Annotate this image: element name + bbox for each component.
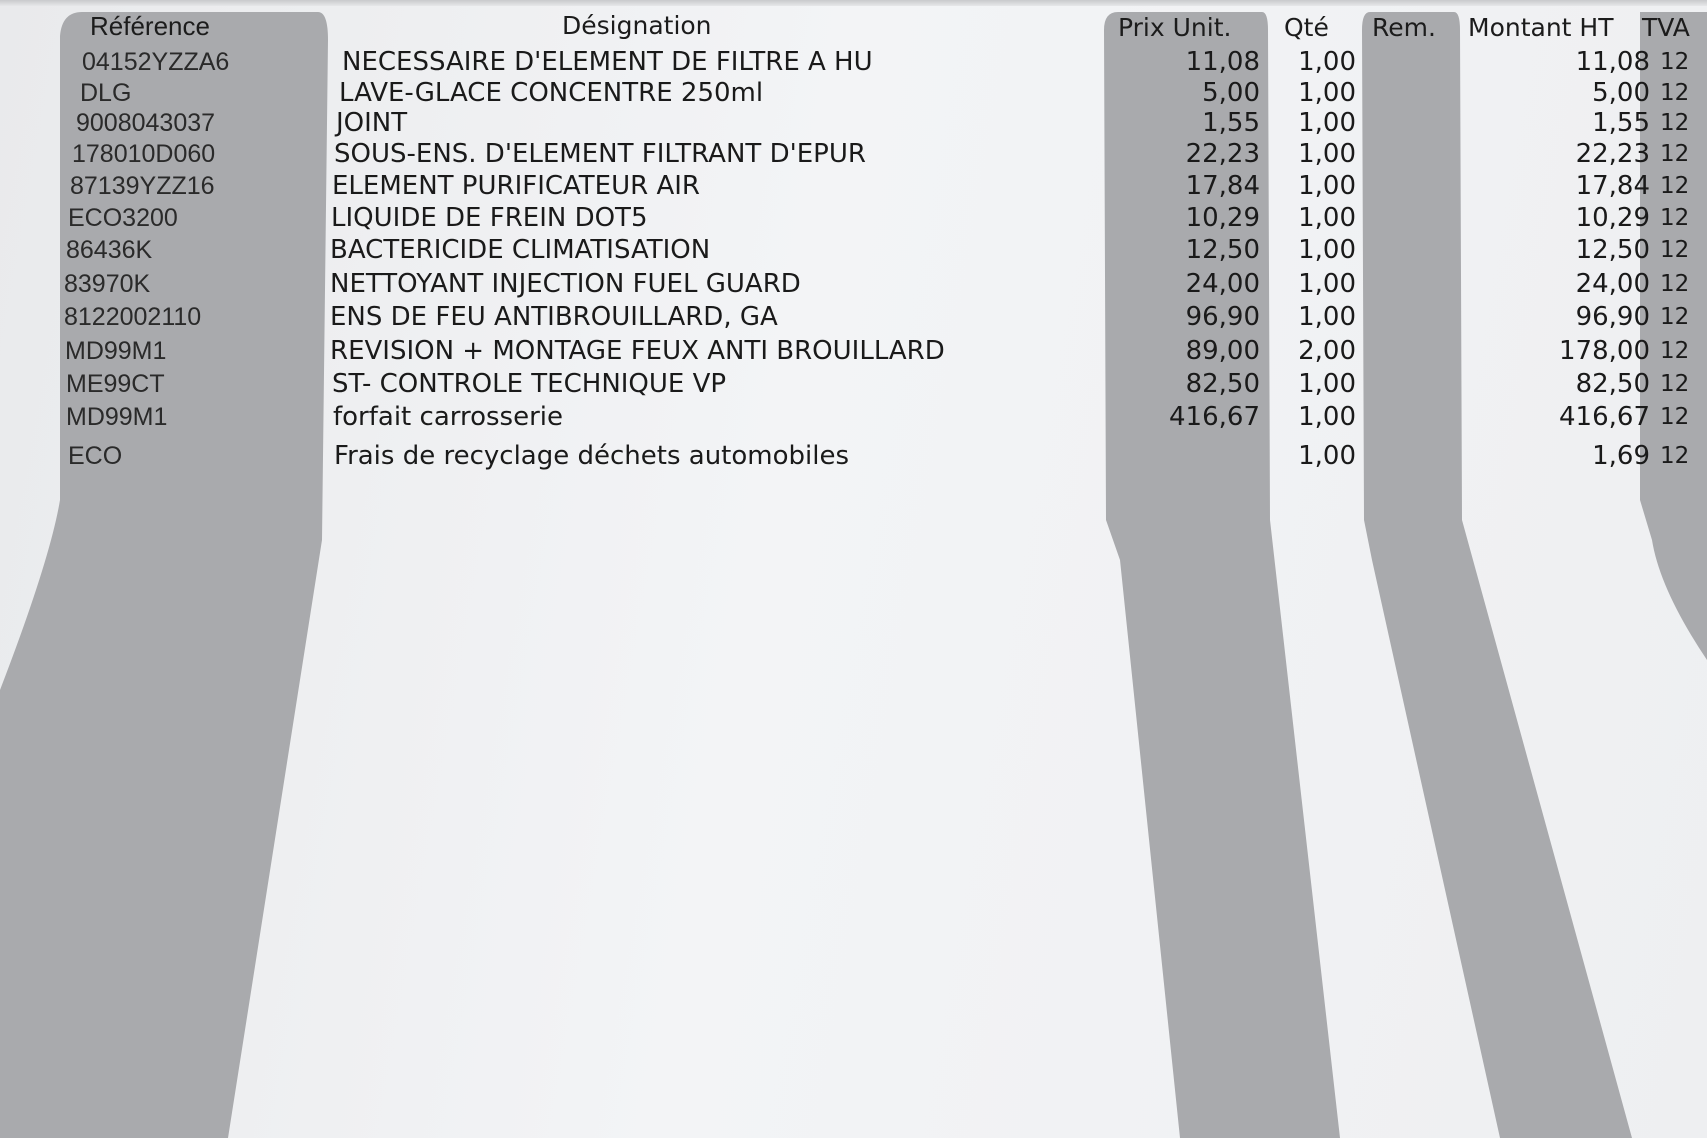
cell-vat: 12 [1660, 49, 1690, 75]
cell-reference: 83970K [64, 270, 151, 298]
cell-amount-ht: 24,00 [1575, 269, 1650, 299]
cell-designation: ELEMENT PURIFICATEUR AIR [332, 171, 700, 201]
cell-unit-price: 82,50 [1185, 369, 1260, 399]
cell-unit-price: 24,00 [1185, 269, 1260, 299]
cell-amount-ht: 416,67 [1559, 402, 1650, 432]
cell-quantity: 2,00 [1298, 336, 1356, 366]
cell-reference: MD99M1 [66, 403, 168, 431]
cell-designation: Frais de recyclage déchets automobiles [334, 441, 850, 471]
cell-vat: 12 [1660, 271, 1690, 297]
header-vat: TVA [1642, 13, 1690, 42]
cell-vat: 12 [1660, 237, 1690, 263]
cell-amount-ht: 178,00 [1559, 336, 1650, 366]
header-discount: Rem. [1372, 13, 1436, 42]
cell-designation: LIQUIDE DE FREIN DOT5 [331, 203, 648, 233]
cell-unit-price: 96,90 [1185, 302, 1260, 332]
header-reference: Référence [90, 11, 210, 41]
cell-vat: 12 [1660, 110, 1690, 136]
cell-quantity: 1,00 [1298, 203, 1356, 233]
cell-quantity: 1,00 [1298, 78, 1356, 108]
cell-unit-price: 5,00 [1202, 78, 1260, 108]
cell-vat: 12 [1660, 404, 1690, 430]
cell-amount-ht: 22,23 [1575, 139, 1650, 169]
cell-reference: MD99M1 [65, 337, 167, 365]
cell-reference: 87139YZZ16 [70, 172, 215, 200]
header-amount-ht: Montant HT [1468, 13, 1614, 42]
cell-designation: JOINT [336, 108, 408, 138]
cell-reference: DLG [80, 79, 132, 107]
cell-designation: LAVE-GLACE CONCENTRE 250ml [339, 78, 764, 108]
cell-vat: 12 [1660, 338, 1690, 364]
cell-reference: ECO3200 [68, 204, 178, 232]
cell-designation: ST- CONTROLE TECHNIQUE VP [332, 369, 727, 399]
cell-reference: 86436K [66, 236, 153, 264]
cell-reference: ME99CT [66, 370, 165, 398]
cell-vat: 12 [1660, 80, 1690, 106]
cell-amount-ht: 10,29 [1575, 203, 1650, 233]
cell-reference: 04152YZZA6 [82, 48, 230, 76]
cell-designation: REVISION + MONTAGE FEUX ANTI BROUILLARD [330, 336, 945, 366]
cell-unit-price: 89,00 [1185, 336, 1260, 366]
cell-vat: 12 [1660, 205, 1690, 231]
cell-vat: 12 [1660, 371, 1690, 397]
cell-designation: NETTOYANT INJECTION FUEL GUARD [330, 269, 801, 299]
header-designation: Désignation [562, 11, 712, 40]
cell-quantity: 1,00 [1298, 47, 1356, 77]
header-unit-price: Prix Unit. [1118, 13, 1232, 42]
cell-vat: 12 [1660, 304, 1690, 330]
cell-reference: 9008043037 [76, 109, 216, 137]
cell-unit-price: 22,23 [1185, 139, 1260, 169]
cell-amount-ht: 1,55 [1592, 108, 1650, 138]
cell-quantity: 1,00 [1298, 369, 1356, 399]
cell-unit-price: 10,29 [1185, 203, 1260, 233]
cell-vat: 12 [1660, 173, 1690, 199]
cell-reference: 8122002110 [64, 303, 202, 331]
cell-designation: NECESSAIRE D'ELEMENT DE FILTRE A HU [342, 47, 873, 77]
cell-vat: 12 [1660, 443, 1690, 469]
cell-unit-price: 1,55 [1202, 108, 1260, 138]
cell-amount-ht: 82,50 [1575, 369, 1650, 399]
cell-amount-ht: 17,84 [1575, 171, 1650, 201]
cell-quantity: 1,00 [1298, 302, 1356, 332]
cell-designation: SOUS-ENS. D'ELEMENT FILTRANT D'EPUR [334, 139, 866, 169]
cell-designation: ENS DE FEU ANTIBROUILLARD, GA [330, 302, 778, 332]
cell-quantity: 1,00 [1298, 171, 1356, 201]
cell-reference: ECO [68, 442, 123, 470]
cell-amount-ht: 1,69 [1592, 441, 1650, 471]
cell-quantity: 1,00 [1298, 108, 1356, 138]
cell-vat: 12 [1660, 141, 1690, 167]
cell-quantity: 1,00 [1298, 235, 1356, 265]
cell-quantity: 1,00 [1298, 441, 1356, 471]
cell-quantity: 1,00 [1298, 402, 1356, 432]
cell-unit-price: 17,84 [1185, 171, 1260, 201]
cell-quantity: 1,00 [1298, 139, 1356, 169]
cell-unit-price: 416,67 [1169, 402, 1260, 432]
cell-amount-ht: 11,08 [1575, 47, 1650, 77]
cell-unit-price: 11,08 [1185, 47, 1260, 77]
header-quantity: Qté [1284, 13, 1329, 42]
cell-amount-ht: 12,50 [1575, 235, 1650, 265]
cell-unit-price: 12,50 [1185, 235, 1260, 265]
cell-designation: forfait carrosserie [333, 402, 564, 432]
cell-reference: 178010D060 [72, 140, 216, 168]
cell-amount-ht: 5,00 [1592, 78, 1650, 108]
cell-amount-ht: 96,90 [1575, 302, 1650, 332]
cell-quantity: 1,00 [1298, 269, 1356, 299]
cell-unit-price [1060, 441, 1260, 471]
cell-designation: BACTERICIDE CLIMATISATION [330, 235, 711, 265]
